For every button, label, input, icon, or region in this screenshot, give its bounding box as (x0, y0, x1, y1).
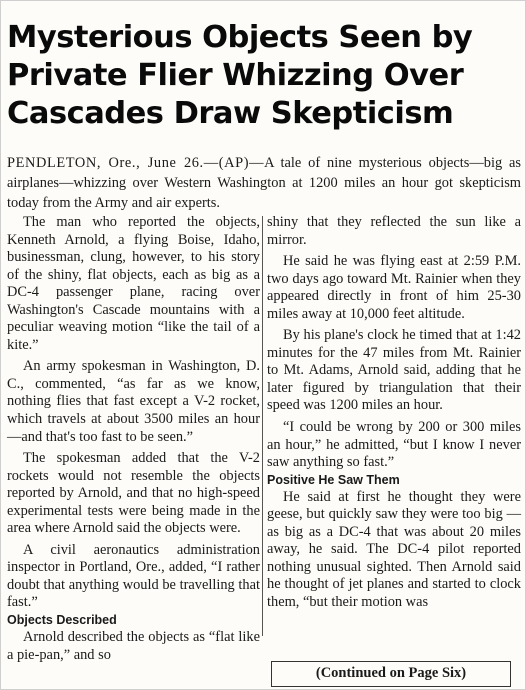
article-paragraph: He said he was flying east at 2:59 P.M. two days ago toward Mt. Rainier when they appeared directly in front of him 25-30 miles away at 10,000 feet altitude. (267, 253, 521, 322)
article-paragraph: By his plane's clock he timed that at 1:42 minutes for the 47 miles from Mt. Rainier to Mt. Adams, Arnold said, adding that he later figured by triangulation that their speed was 1200 miles an hour. (267, 327, 521, 414)
article-paragraph: An army spokesman in Washington, D. C., commented, “as far as we know, nothing flies that fast except a V-2 rocket, which travels at about 3500 miles an hour—and that's too fast to be seen.” (7, 358, 260, 445)
lead-text: A tale of nine mysterious objects—big as airplanes—whizzing over Western Washington at 1200 miles an hour got skepticism today from the Army and air experts. (7, 155, 521, 211)
article-paragraph: Arnold described the objects as “flat like a pie-pan,” and so (7, 629, 260, 663)
continued-notice: (Continued on Page Six) (271, 661, 511, 687)
subheading: Objects Described (7, 613, 117, 628)
right-column (267, 214, 521, 611)
subheading: Positive He Saw Them (267, 472, 400, 487)
headline-line-3: Cascades Draw Skepticism (7, 96, 454, 131)
article-paragraph: He said at first he thought they were geese, but quickly saw they were too big — as big as a DC-4 that was about 20 miles away, he said. The DC-4 pilot reported nothing unusual sighted. Then Arnold said he thought of jet planes and started to clock them, “but their motion was (267, 488, 521, 610)
article-paragraph: “I could be wrong by 200 or 300 miles an hour,” he admitted, “but I know I never saw anything so fast.” (267, 419, 521, 471)
headline-line-1: Mysterious Objects Seen by (7, 20, 473, 55)
article-paragraph: A civil aeronautics administration inspector in Portland, Ore., added, “I rather doubt that anything would be travelling that fast.” (7, 541, 260, 611)
dateline: PENDLETON, Ore., June 26.—(AP)— (7, 155, 265, 171)
left-column (7, 214, 260, 664)
headline-line-2: Private Flier Whizzing Over (7, 58, 464, 93)
article-paragraph: shiny that they reflected the sun like a mirror. (267, 214, 521, 248)
headline (7, 19, 523, 133)
column-divider (262, 216, 263, 636)
article-paragraph: The man who reported the objects, Kenneth Arnold, a flying Boise, Idaho, businessman, clung, however, to his story of the shiny, flat objects, each as big as a DC-4 passenger plane, racing over Washington's Cascade mountains with a peculiar weaving motion “like the tail of a kite.” (7, 214, 260, 353)
article-paragraph: The spokesman added that the V-2 rockets would not resemble the objects reported by Arnold, and that no high-speed experimental tests were being made in the area where Arnold said the objects were. (7, 450, 260, 537)
lead-paragraph (7, 153, 521, 213)
